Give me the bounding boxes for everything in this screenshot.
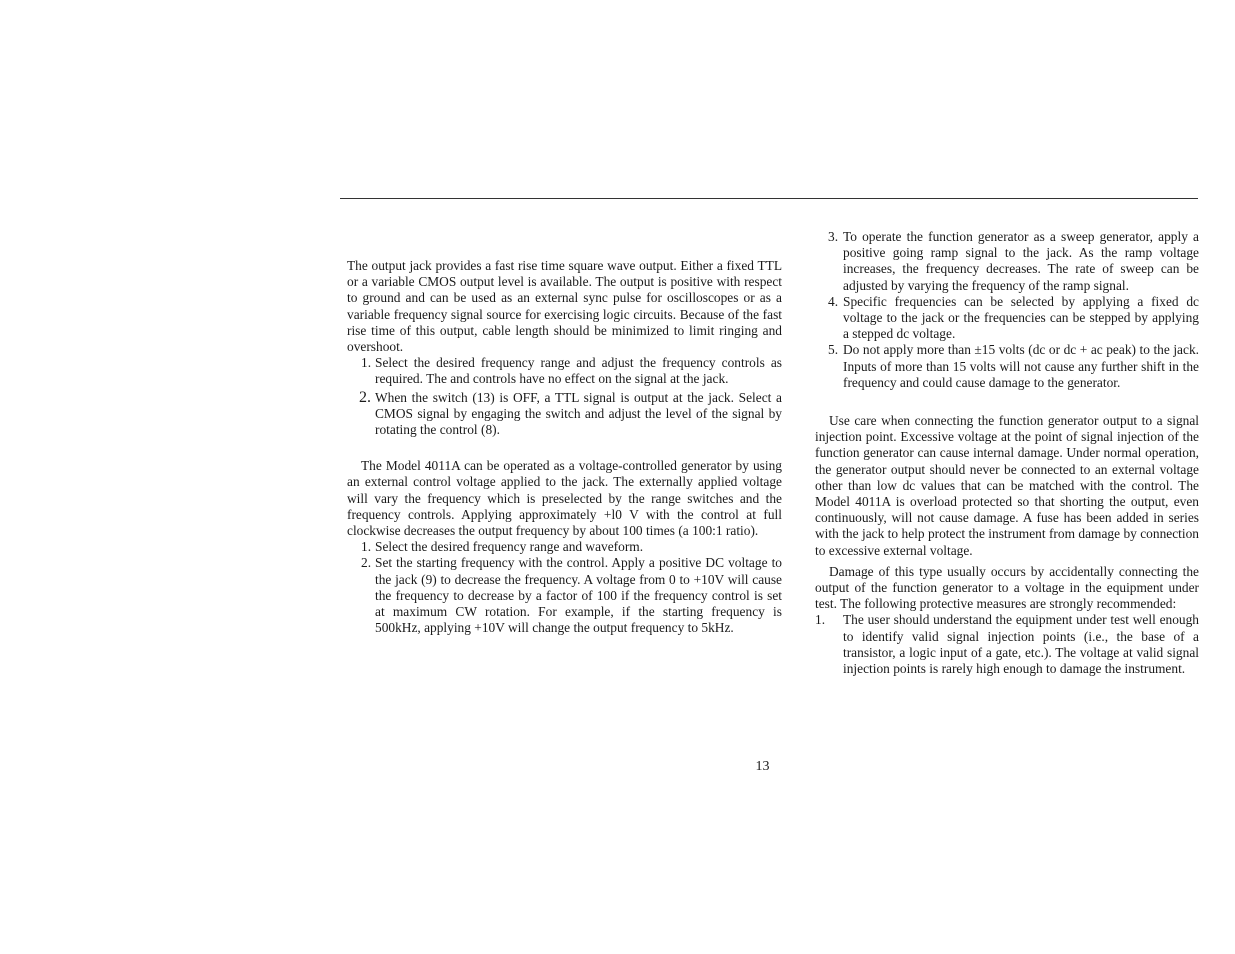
list-item-number: 2. xyxy=(361,555,372,571)
section-gap xyxy=(815,391,1199,413)
header-rule xyxy=(340,198,1198,199)
list-item-number: 3. xyxy=(828,229,839,244)
list-item xyxy=(815,342,1199,391)
list-item xyxy=(347,555,782,636)
list-item-text: The user should understand the equipment under test well enough to identify valid signal injection points (i.e., the base of a transistor, a logic input of a gate, etc.). The voltage at valid signal injection points is rarely high enough to damage the instrument. xyxy=(843,612,1199,677)
list-item-text: To operate the function generator as a sweep generator, apply a positive going ramp signal to the jack. As the ramp voltage increases, the frequency decreases. The rate of sweep can be adjusted by varying the frequency of the ramp signal. xyxy=(843,229,1199,293)
list-item-number: 4. xyxy=(828,293,839,309)
list-item xyxy=(815,612,1199,677)
vcg-steps xyxy=(347,539,782,636)
list-item xyxy=(815,294,1199,343)
damage-paragraph: Damage of this type usually occurs by accidentally connecting the output of the function generator to a voltage in the equipment under test. The following protective measures are strongly recommended: xyxy=(815,563,1199,612)
list-item-text: Do not apply more than ±15 volts (dc or dc + ac peak) to the jack. Inputs of more than 15 volts will not cause any further shift in the frequency and could cause damage to the generator. xyxy=(843,342,1199,390)
left-column xyxy=(347,258,782,636)
list-item-text: Select the desired frequency range and waveform. xyxy=(375,539,644,555)
list-item-number: 1. xyxy=(815,612,826,628)
list-item xyxy=(347,355,782,387)
page-number: 13 xyxy=(755,759,770,774)
list-item-text: Select the desired frequency range and adjust the frequency controls as required. The and controls have no effect on the signal at the jack. xyxy=(375,355,782,387)
right-column xyxy=(815,229,1199,677)
protective-measures xyxy=(815,612,1199,677)
list-item-text: Specific frequencies can be selected by applying a fixed dc voltage to the jack or the frequencies can be stepped by applying a stepped dc voltage. xyxy=(843,293,1199,342)
sweep-steps xyxy=(815,229,1199,391)
list-item-text: Set the starting frequency with the control. Apply a positive DC voltage to the jack (9) to decrease the frequency. A voltage from 0 to +10V will cause the frequency to decrease by a factor of 100 if the frequency control is set at maximum CW rotation. For example, if the starting frequency is 500kHz, applying +10V will change the output frequency to 5kHz. xyxy=(375,555,782,636)
section-gap xyxy=(347,438,782,458)
list-item-number: 1. xyxy=(361,355,372,371)
list-item-number: 5. xyxy=(828,342,839,358)
output-protection-paragraph: Use care when connecting the function generator output to a signal injection point. Excessive voltage at the point of signal injection of the function generator can cause internal damage. Under normal operation, the generator output should never be connected to an external voltage other than low dc values that can be matched with the control. The Model 4011A is overload protected so that shorting the output, even continuously, will not cause damage. A fuse has been added in series with the jack to help protect the instrument from damage by connection to excessive external voltage. xyxy=(815,413,1199,558)
list-item xyxy=(815,229,1199,294)
output-jack-paragraph: The output jack provides a fast rise time square wave output. Either a fixed TTL or a variable CMOS output level is available. The output is positive with respect to ground and can be used as an external sync pulse for oscilloscopes or as a variable frequency signal source for exercising logic circuits. Because of the fast rise time of this output, cable length should be minimized to limit ringing and overshoot. xyxy=(347,258,782,355)
list-item-text: When the switch (13) is OFF, a TTL signal is output at the jack. Select a CMOS signal by engaging the switch and adjust the level of the signal by rotating the control (8). xyxy=(375,389,782,438)
output-jack-steps xyxy=(347,355,782,438)
list-item xyxy=(347,390,782,439)
vcg-paragraph: The Model 4011A can be operated as a voltage-controlled generator by using an external control voltage applied to the jack. The externally applied voltage will vary the frequency which is preselected by the range switches and the frequency controls. Applying approximately +l0 V with the control at full clockwise decreases the output frequency by about 100 times (a 100:1 ratio). xyxy=(347,458,782,539)
list-item-number: 1. xyxy=(361,539,372,555)
list-item xyxy=(347,539,782,555)
list-item-number: 2. xyxy=(359,388,371,406)
